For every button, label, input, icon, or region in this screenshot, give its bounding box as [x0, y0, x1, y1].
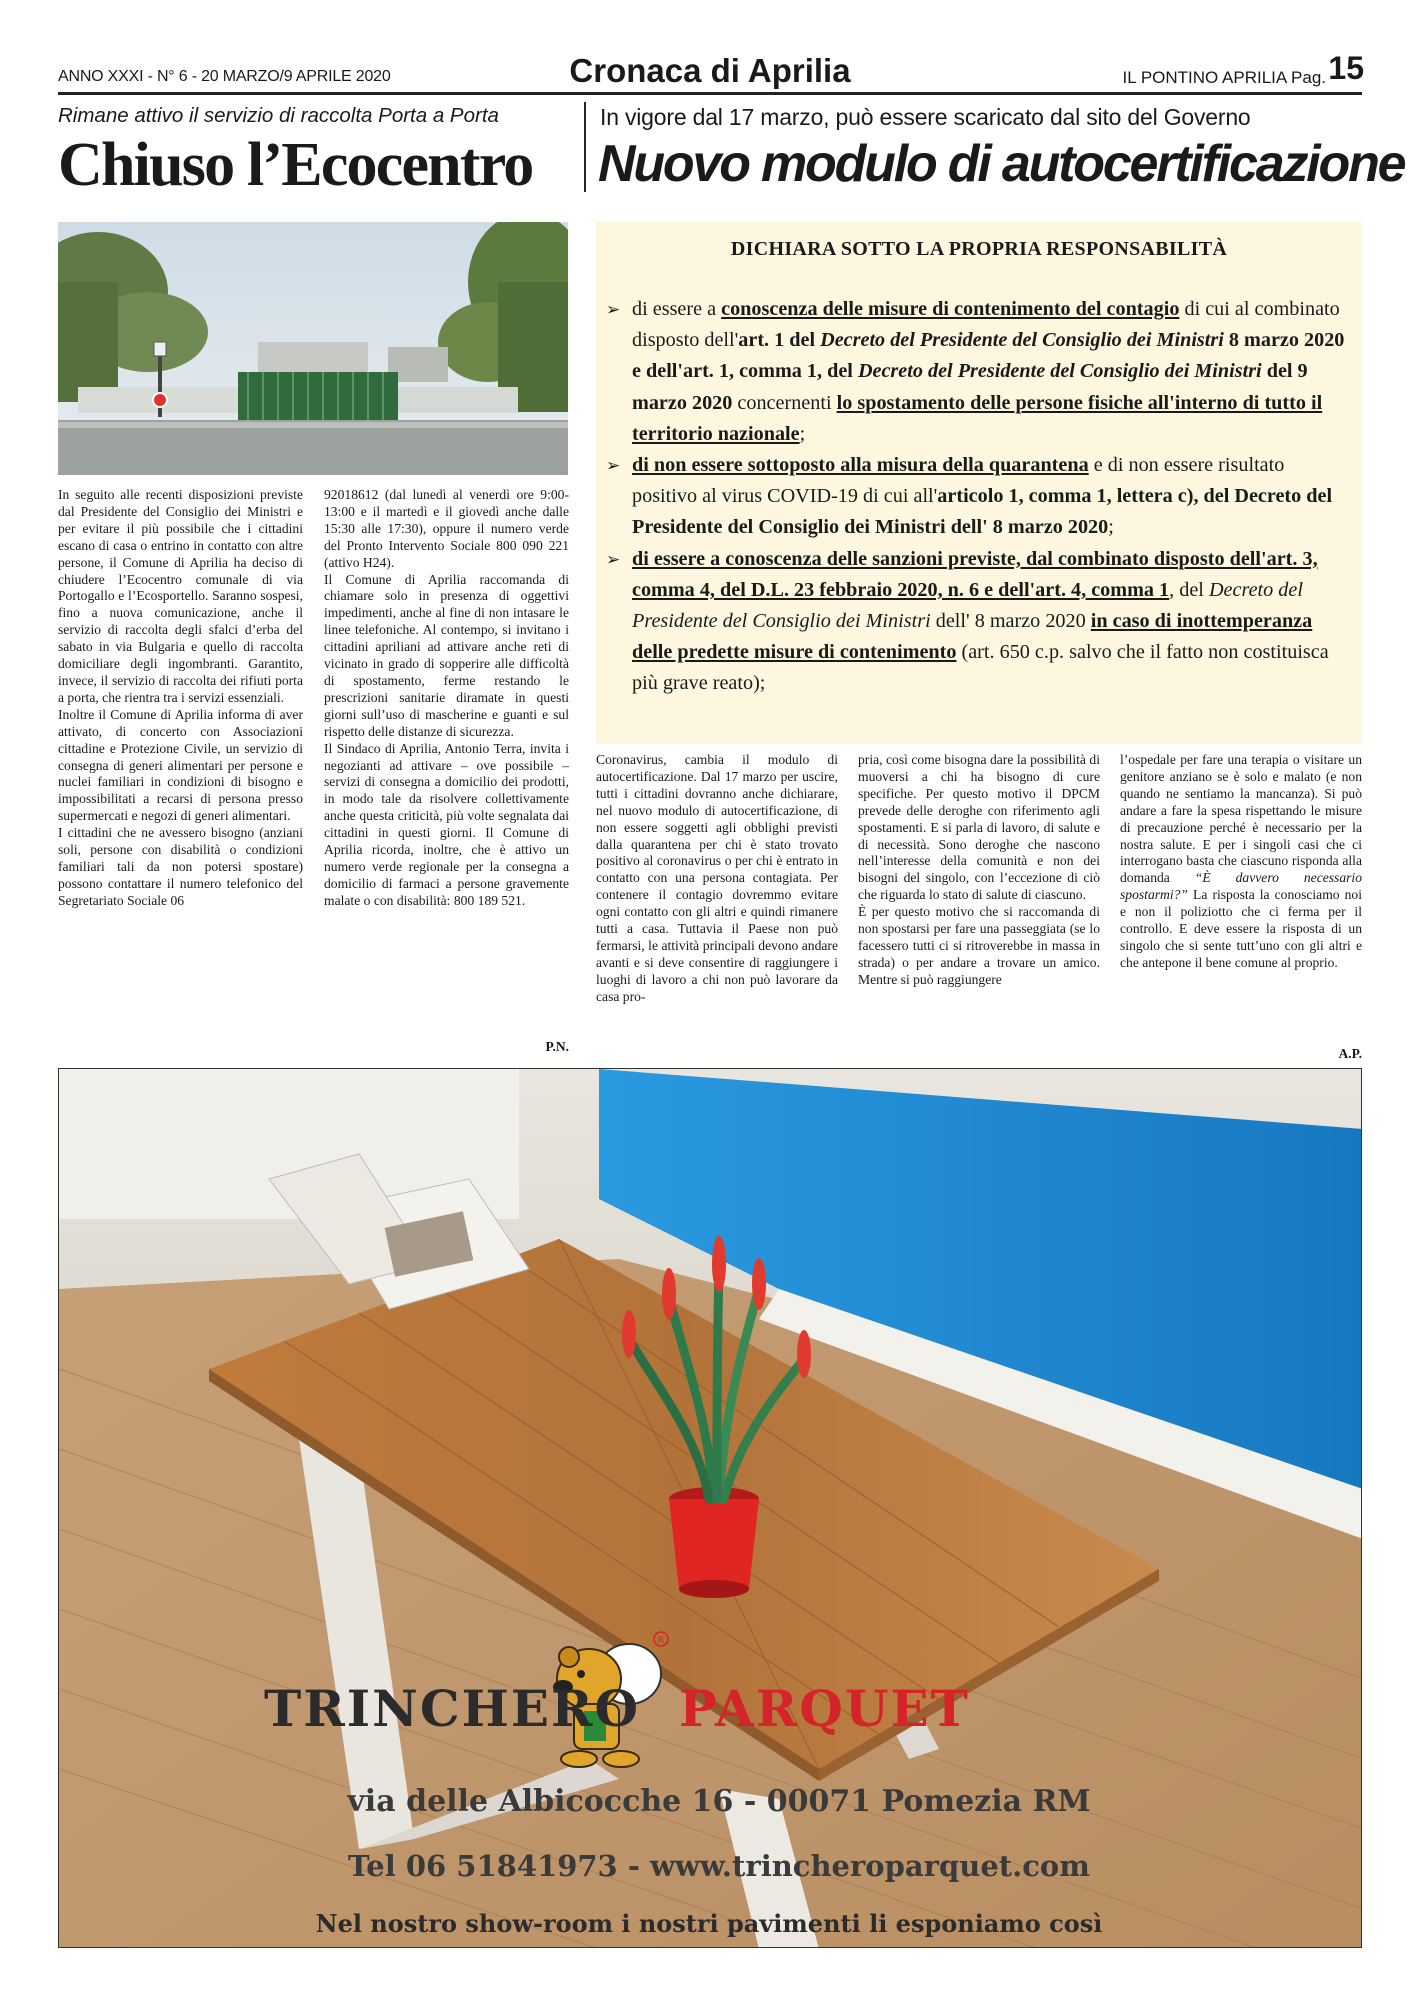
declaration-item	[604, 544, 1352, 700]
declaration-heading: DICHIARA SOTTO LA PROPRIA RESPONSABILITÀ	[730, 238, 1228, 260]
right-article-title: Nuovo modulo di autocertificazione	[598, 135, 1405, 193]
ad-contact: Tel 06 51841973 - www.trincheroparquet.com	[348, 1849, 1090, 1883]
text-run: e di non essere risultato positivo al virus COVID-19 di cui all'	[632, 454, 1285, 508]
declaration-item	[604, 450, 1352, 544]
text-run: del 9 marzo 2020	[632, 360, 1308, 414]
ecocentro-photo	[58, 222, 568, 475]
declaration-item	[604, 294, 1352, 450]
text-run: , del	[1169, 578, 1209, 601]
ad-tagline: Nel nostro show-room i nostri pavimenti li esponiamo così	[315, 1909, 1103, 1938]
text-run: Decreto del Presidente del Consiglio dei Ministri	[820, 329, 1224, 352]
arrow-bullet-icon: ➢	[606, 456, 621, 476]
paragraph: Inoltre il Comune di Aprilia informa di aver attivato, di concerto con Associazioni cittadine e Protezione Civile, un servizio di consegna di generi alimentari per persone e nuclei familiari in condizioni di bisogno e impossibilitati a recarsi di persona presso supermercati e negozi di generi alimentari.	[58, 706, 303, 824]
page-number: 15	[1328, 50, 1364, 86]
arrow-bullet-icon: ➢	[606, 300, 621, 319]
quote: “È davvero necessario spostarmi?”	[1120, 870, 1362, 903]
text-run: articolo 1, comma 1, lettera c), del Decreto del Presidente del Consiglio dei Ministri dell' 8 marzo 2020	[632, 485, 1333, 539]
column-divider	[584, 102, 586, 192]
right-article-column-1	[596, 752, 838, 1006]
text-run: concernenti	[732, 391, 837, 414]
paragraph: I cittadini che ne avessero bisogno (anziani soli, persone con disabilità o condizioni familiari tali da non potersi spostare) possono contattare il numero telefonico del Segretariato Sociale 06	[58, 825, 303, 908]
ad-brand-left: TRINCHERO	[264, 1679, 641, 1738]
left-article-signature: P.N.	[545, 1039, 569, 1054]
right-article-column-2	[858, 752, 1100, 989]
paragraph: Coronavirus, cambia il modulo di autocertificazione. Dal 17 marzo per uscire, tutti i cittadini dovranno anche dichiarare, nel nuovo modulo di autocertificazione, di non essere soggetti agli obblighi previsti dalla quarantena per chi è stato trovato positivo al coronavirus o per chi è entrato in contatto con una persona contagiata. Per contenere il contagio dovremmo evitare ogni contatto con gli altri e quindi rimanere tutti a casa. Tuttavia il Paese non può fermarsi, le attività principali devono andare avanti e si deve consentire di raggiungere i luoghi di lavoro a chi non può lavorare da casa pro-	[596, 752, 838, 1004]
right-article-column-3	[1120, 752, 1362, 972]
ecocentro-gate-illustration	[58, 222, 568, 475]
text-run: La risposta la conosciamo noi e non il poliziotto che ci ferma per il controllo. E deve essere la risposta di un singolo che si sente tutt’uno con gli altri e che antepone il bene comune al proprio.	[1120, 887, 1362, 970]
left-article-column-1	[58, 487, 303, 910]
text-run: (art. 650 c.p. salvo che il fatto non costituisca più grave reato);	[632, 641, 1329, 695]
paragraph	[1120, 752, 1362, 972]
left-article-kicker: Rimane attivo il servizio di raccolta Porta a Porta	[58, 104, 499, 127]
right-article-signature: A.P.	[1338, 1046, 1362, 1061]
text-run: e dell'art. 1, comma 1, del	[632, 360, 858, 383]
trinchero-parquet-ad	[58, 1068, 1362, 1948]
ad-address: via delle Albicocche 16 - 00071 Pomezia RM	[347, 1784, 1091, 1819]
text-run: l’ospedale per fare una terapia o visitare un genitore anziano se è solo e malato (e non quando ne sentiamo la mancanza). Si può andare a fare la spesa rispettando le misure di precauzione perché è necessario per la nostra salute. E per i singoli casi che ci interrogano basta che ciascuno risponda alla domanda	[1120, 752, 1362, 886]
paragraph: 92018612 (dal lunedì al venerdì ore 9:00-13:00 e il martedì e il giovedì anche dalle 15:30 alle 17:30), oppure il numero verde del Pronto Intervento Sociale 800 090 221 (attivo H24).	[324, 487, 569, 570]
text-run: di cui al combinato disposto dell'	[632, 298, 1340, 352]
paragraph: Il Comune di Aprilia raccomanda di chiamare solo in presenza di oggettivi impedimenti, anche al fine di non intasare le linee telefoniche. Al contempo, si invitano i cittadini apriliani ad attivare anche reti di vicinato in grado di sopperire alle difficoltà di spostamento, ferme restando le prescrizioni sanitarie diramate in questi giorni sull’uso di mascherine e guanti e sul rispetto delle distanze di sicurezza.	[324, 571, 569, 739]
registered-mark: R	[657, 1636, 665, 1646]
text-run: di essere a	[632, 298, 722, 320]
text-run: in caso di inottemperanza delle predette misure di contenimento	[632, 610, 1313, 664]
left-article-title: Chiuso l’Ecocentro	[58, 131, 533, 199]
paper-name: IL PONTINO APRILIA Pag.	[1122, 68, 1326, 87]
text-run: 8 marzo 2020	[1223, 329, 1345, 352]
text-run: di essere a conoscenza delle sanzioni previste, dal combinato disposto dell'art. 3, comma 4, del D.L. 23 febbraio 2020, n. 6 e dell'art. 4, comma 1	[632, 547, 1318, 601]
text-run: dell' 8 marzo 2020	[930, 610, 1091, 633]
section-title: Cronaca di Aprilia	[569, 52, 851, 89]
header-rule	[58, 92, 1362, 95]
right-article-kicker: In vigore dal 17 marzo, può essere scaricato dal sito del Governo	[600, 104, 1251, 130]
text-run: Decreto del Presidente del Consiglio dei Ministri	[857, 360, 1262, 383]
text-run: ;	[799, 422, 806, 445]
declaration-list	[604, 294, 1352, 700]
paragraph: pria, così come bisogna dare la possibilità di muoversi a chi ha bisogno di cure specifiche. Per questo motivo il DPCM prevede delle deroghe con riferimento agli spostamenti. E si parla di lavoro, di salute e di necessità. Sono deroghe che nascono nell’interesse della comunità e non dei bisogni del singolo, con l’eccezione di ciò che riguarda lo stato di salute di ciascuno.	[858, 752, 1100, 903]
paragraph: In seguito alle recenti disposizioni previste dal Presidente del Consiglio dei Ministri e per evitare il più possibile che i cittadini escano di casa o entrino in contatto con altre persone, il Comune di Aprilia ha deciso di chiudere l’Ecocentro comunale di via Portogallo e l’Ecosportello. Saranno sospesi, fino a nuova comunicazione, anche il servizio di raccolta degli sfalci d’erba del sabato in via Bulgaria e quello di raccolta domiciliare degli ingombranti. Garantito, invece, il servizio di raccolta dei rifiuti porta a porta, che rientra tra i servizi essenziali.	[58, 487, 303, 705]
text-run: lo spostamento delle persone fisiche all'interno di tutto il territorio nazionale	[632, 391, 1323, 445]
paragraph: È per questo motivo che si raccomanda di non spostarsi per fare una passeggiata (se lo facessero tutti ci si ritroverebbe in massa in strada) o per andare a trovare un amico. Mentre si può raggiungere	[858, 904, 1100, 987]
arrow-bullet-icon: ➢	[606, 549, 621, 569]
text-run: Decreto del Presidente del Consiglio dei Ministri	[632, 578, 1303, 633]
text-run: conoscenza delle misure di contenimento del contagio	[721, 298, 1180, 320]
left-article-column-2	[324, 487, 569, 910]
text-run: di non essere sottoposto alla misura della quarantena	[632, 454, 1089, 477]
paragraph: Il Sindaco di Aprilia, Antonio Terra, invita i negozianti ad attivare – ove possibile – servizi di consegna a domicilio dei prodotti, in modo tale da risolvere collettivamente anche questa criticità, più volte segnalata dai cittadini in questi giorni. Il Comune di Aprilia ricorda, inoltre, che è attivo un numero verde regionale per la consegna a domicilio di farmaci a persone gravemente malate o con disabilità: 800 189 521.	[324, 740, 569, 908]
text-run: art. 1 del	[738, 329, 821, 352]
issue-info: ANNO XXXI - N° 6 - 20 MARZO/9 APRILE 2020	[58, 68, 391, 85]
ad-brand-right: PARQUET	[679, 1679, 970, 1738]
text-run: ;	[1108, 516, 1114, 539]
